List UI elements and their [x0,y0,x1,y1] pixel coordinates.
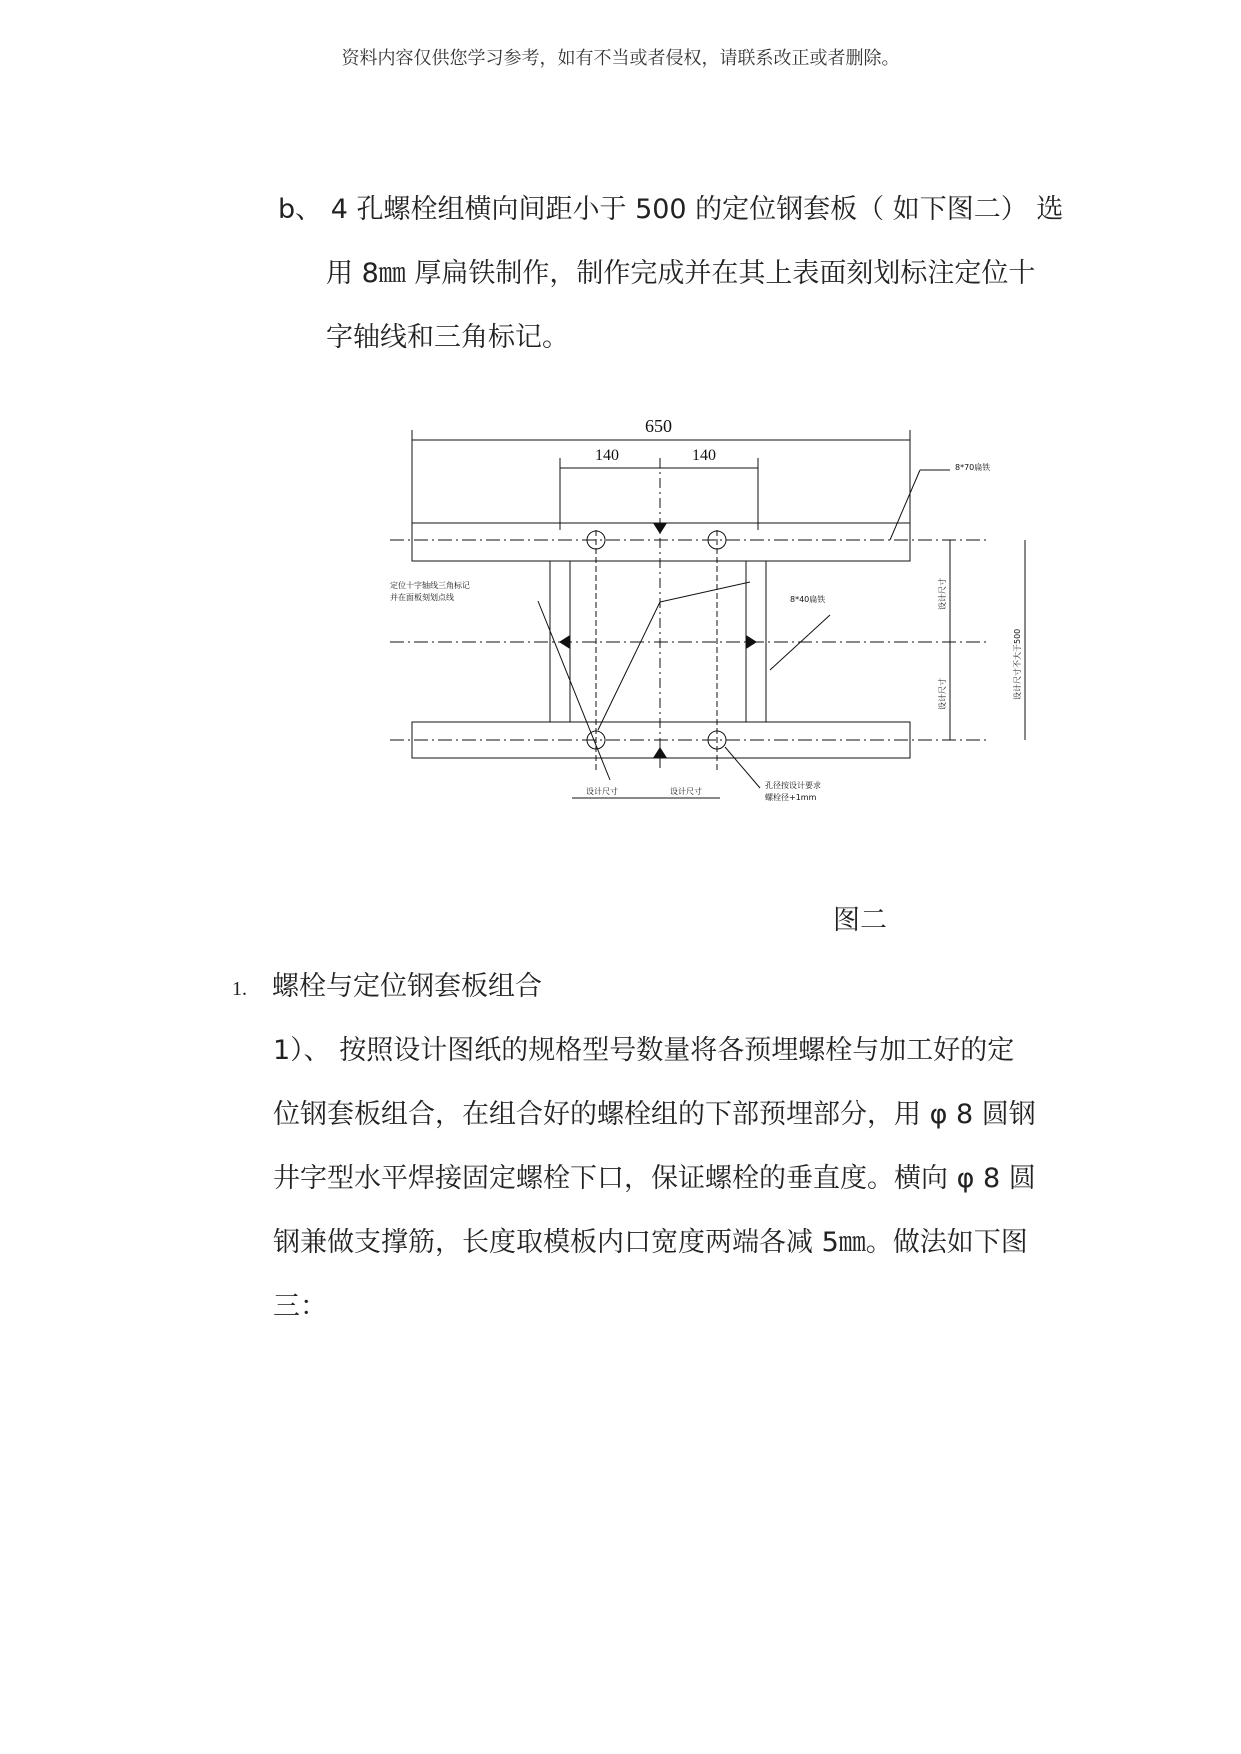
copyright-notice: 资料内容仅供您学习参考，如有不当或者侵权，请联系改正或者删除。 [341,48,900,69]
label-hole-2: 螺栓径+1mm [765,793,817,802]
label-design-bottom-left: 设计尺寸 [586,787,618,796]
section-1-line: 1）、 按照设计图纸的规格型号数量将各预埋螺栓与加工好的定 [273,1035,1015,1066]
steel-plate-diagram [390,410,1050,810]
label-design-max: 设计尺寸不大于500 [1013,628,1022,700]
label-design-size-upper: 设计尺寸 [938,578,947,610]
label-mark-2: 并在面板刻划点线 [390,593,454,602]
triangle-mark-left [559,635,570,649]
section-b-line: 用 8㎜ 厚扁铁制作，制作完成并在其上表面刻划标注定位十 [326,258,1036,289]
triangle-mark-top [653,523,667,534]
leader-hole [725,747,760,788]
label-flat-top: 8*70扁铁 [955,463,991,472]
section-title: 螺栓与定位钢套板组合 [272,971,542,1002]
section-1-line: 三： [273,1291,327,1322]
leader-mark [538,601,610,780]
dim-label-140-left: 140 [595,447,619,464]
label-design-bottom-right: 设计尺寸 [670,787,702,796]
triangle-mark-bottom [653,747,667,758]
section-b-line: 字轴线和三角标记。 [326,322,569,353]
triangle-mark-right [746,635,757,649]
dim-label-650: 650 [645,416,672,436]
section-number: 1. [232,978,247,1000]
section-1-line: 位钢套板组合，在组合好的螺栓组的下部预埋部分，用 φ 8 圆钢 [273,1099,1036,1130]
section-1-line: 井字型水平焊接固定螺栓下口，保证螺栓的垂直度。横向 φ 8 圆 [273,1163,1036,1194]
section-b-line: b、 4 孔螺栓组横向间距小于 500 的定位钢套板（ 如下图二） 选 [278,194,1064,225]
label-hole-1: 孔径按设计要求 [765,781,821,790]
section-1-line: 钢兼做支撑筋，长度取模板内口宽度两端各减 5㎜。做法如下图 [273,1227,1028,1258]
figure-2-drawing [390,410,1050,810]
label-flat-mid: 8*40扁铁 [790,595,826,604]
leader-flat-top [890,470,920,540]
label-mark-1: 定位十字轴线三角标记 [390,581,470,590]
section-1-heading [232,955,542,1021]
section-1-paragraph [273,1019,1036,1339]
dim-label-140-right: 140 [692,447,716,464]
figure-caption: 图二 [833,905,887,936]
label-design-size-lower: 设计尺寸 [938,678,947,710]
section-b-paragraph [278,178,1063,370]
leader-mark-2 [598,602,660,730]
leader-mark-3 [660,582,750,602]
